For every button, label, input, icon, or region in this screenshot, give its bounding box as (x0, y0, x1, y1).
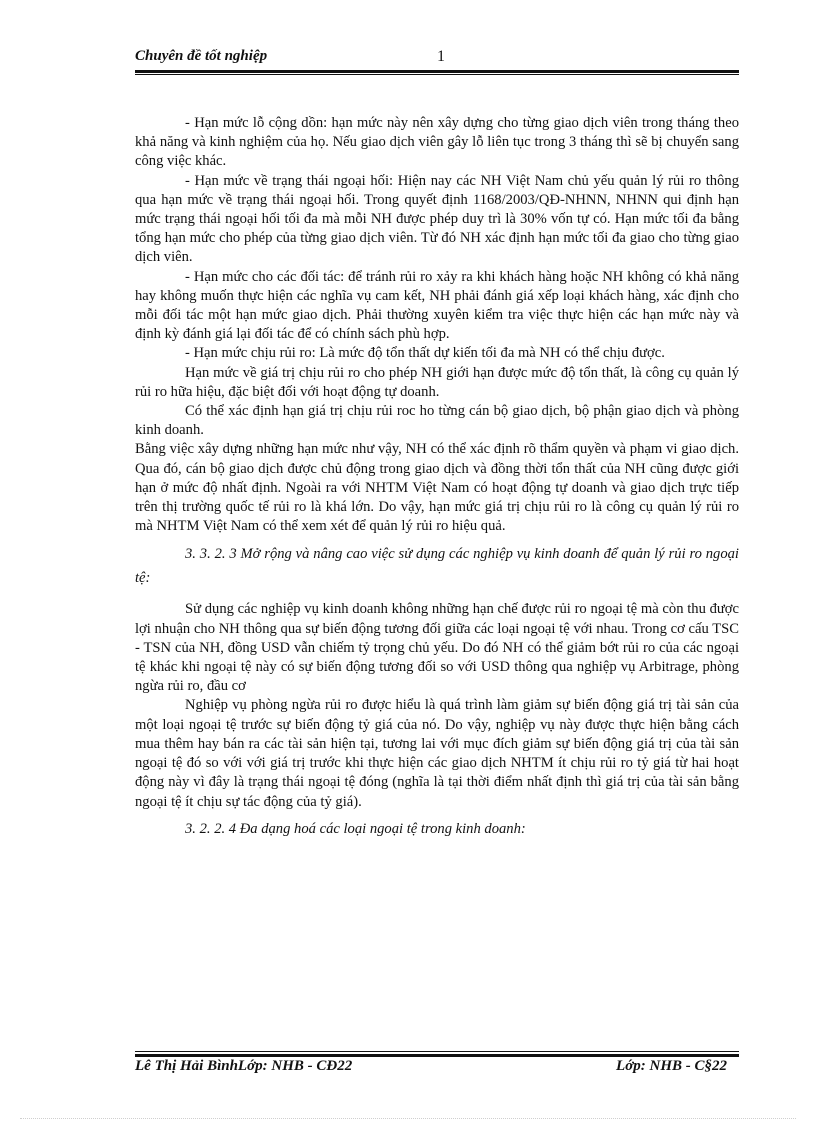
page-number: 1 (437, 48, 445, 65)
paragraph-var-limit: Hạn mức về giá trị chịu rủi ro cho phép NH giới hạn được mức độ tổn thất, là công cụ quản lý rủi ro hữa hiệu, đặc biệt đối với hoạt động tự doanh. (135, 364, 739, 400)
footer-rule-thin (135, 1051, 739, 1052)
page-footer (135, 1058, 739, 1078)
paragraph-business-operations: Sử dụng các nghiệp vụ kinh doanh không những hạn chế được rủi ro ngoại tệ mà còn thu được lợi nhuận cho NH thông qua sự biến động tương đối giữa các loại ngoại tệ với nhau. Trong cơ cấu TSC - TSN của NH, đồng USD vẫn chiếm tỷ trọng chủ yếu. Do đó NH có thể giảm bớt rủi ro của các ngoại tệ khác khi ngoại tệ này có sự biến động tương đối so với USD thông qua nghiệp vụ Arbitrage, phòng ngừa rủi ro, đầu cơ (135, 601, 739, 695)
footer-class: Lớp: NHB - C§22 (616, 1058, 727, 1074)
paragraph-cumulative-loss-limit: - Hạn mức lỗ cộng dồn: hạn mức này nên xây dựng cho từng giao dịch viên trong tháng theo khả năng và kinh nghiệm của họ. Nếu giao dịch viên gây lỗ liên tục trong 3 tháng thì sẽ bị chuyển sang công việc khác. (135, 115, 739, 170)
paragraph-risk-bearing-limit: - Hạn mức chịu rủi ro: Là mức độ tổn thất dự kiến tối đa mà NH có thể chịu được. (185, 345, 665, 362)
paragraph-hedging: Nghiệp vụ phòng ngừa rủi ro được hiểu là quá trình làm giảm sự biến động giá trị tài sản của một loại ngoại tệ trước sự biến động tỷ giá của nó. Do vậy, nghiệp vụ này được thực hiện bằng cách mua thêm hay bán ra các tài sản hiện tại, tương lai với mục đích giảm sự biến động giá trị của tài sản ngoại tệ đó so với với giá trị trước khi thực hiện các giao dịch NHTM ít chịu rủi ro tỷ giá từ hai hoạt động này vì đây là trạng thái ngoại tệ đóng (nghĩa là tại thời điểm nhất định thì giá trị của tài sản bằng ngoại tệ ít chịu sự tác động của tỷ giá). (135, 697, 739, 810)
paragraph-counterparty-limit: - Hạn mức cho các đối tác: để tránh rủi ro xảy ra khi khách hàng hoặc NH không có khả năng hay không muốn thực hiện các nghĩa vụ cam kết, NH phải đánh giá xếp loại khách hàng, xác định cho mỗi đối tác một hạn mức giao dịch. Phải thường xuyên kiểm tra việc thực hiện các hạn mức này và định kỳ đánh giá lại đối tác để có chính sách phù hợp. (135, 268, 739, 343)
paragraph-limits-summary: Bằng việc xây dựng những hạn mức như vậy, NH có thể xác định rõ thẩm quyền và phạm vi giao dịch. Qua đó, cán bộ giao dịch được chủ động trong giao dịch và đồng thời tổn thất của NH cũng được giới hạn ở mức độ nhất định. Ngoài ra với NHTM Việt Nam có hoạt động tự doanh và giao dịch trực tiếp trên thị trường quốc tế rủi ro là khá lớn. Do vậy, hạn mức giá trị chịu rủi ro là công cụ quản lý rủi ro mà NHTM Việt Nam có thể xem xét để quản lý rủi ro hiệu quả. (135, 441, 739, 535)
page-header (135, 48, 739, 70)
header-rule-thick (135, 70, 739, 73)
document-body (135, 114, 739, 839)
footer-rule-thick (135, 1054, 739, 1057)
section-heading-3-3-2-3: 3. 3. 2. 3 Mở rộng và nâng cao việc sử dụng các nghiệp vụ kinh doanh để quản lý rủi ro ngoại tệ: (135, 546, 739, 587)
section-heading-3-2-2-4: 3. 2. 2. 4 Đa dạng hoá các loại ngoại tệ trong kinh doanh: (185, 820, 526, 837)
paragraph-fx-position-limit: - Hạn mức về trạng thái ngoại hối: Hiện nay các NH Việt Nam chủ yếu quản lý rủi ro thông qua hạn mức về trạng thái ngoại hối. Trong quyết định 1168/2003/QĐ-NHNN, NHNN qui định hạn mức trạng thái ngoại hối tối đa mà mỗi NH được phép duy trì là 30% vốn tự có. Hạn mức tối đa bằng tổng hạn mức cho phép của từng giao dịch viên. Từ đó NH xác định hạn mức tối đa giao cho từng giao dịch viên. (135, 172, 739, 266)
page-bottom-dotted-line (20, 1118, 796, 1119)
header-rule-thin (135, 74, 739, 75)
footer-author: Lê Thị Hải BìnhLớp: NHB - CĐ22 (135, 1058, 353, 1074)
header-title: Chuyên đề tốt nghiệp (135, 48, 268, 64)
paragraph-var-allocation: Có thể xác định hạn giá trị chịu rủi roc ho từng cán bộ giao dịch, bộ phận giao dịch và phòng kinh doanh. (135, 403, 739, 439)
